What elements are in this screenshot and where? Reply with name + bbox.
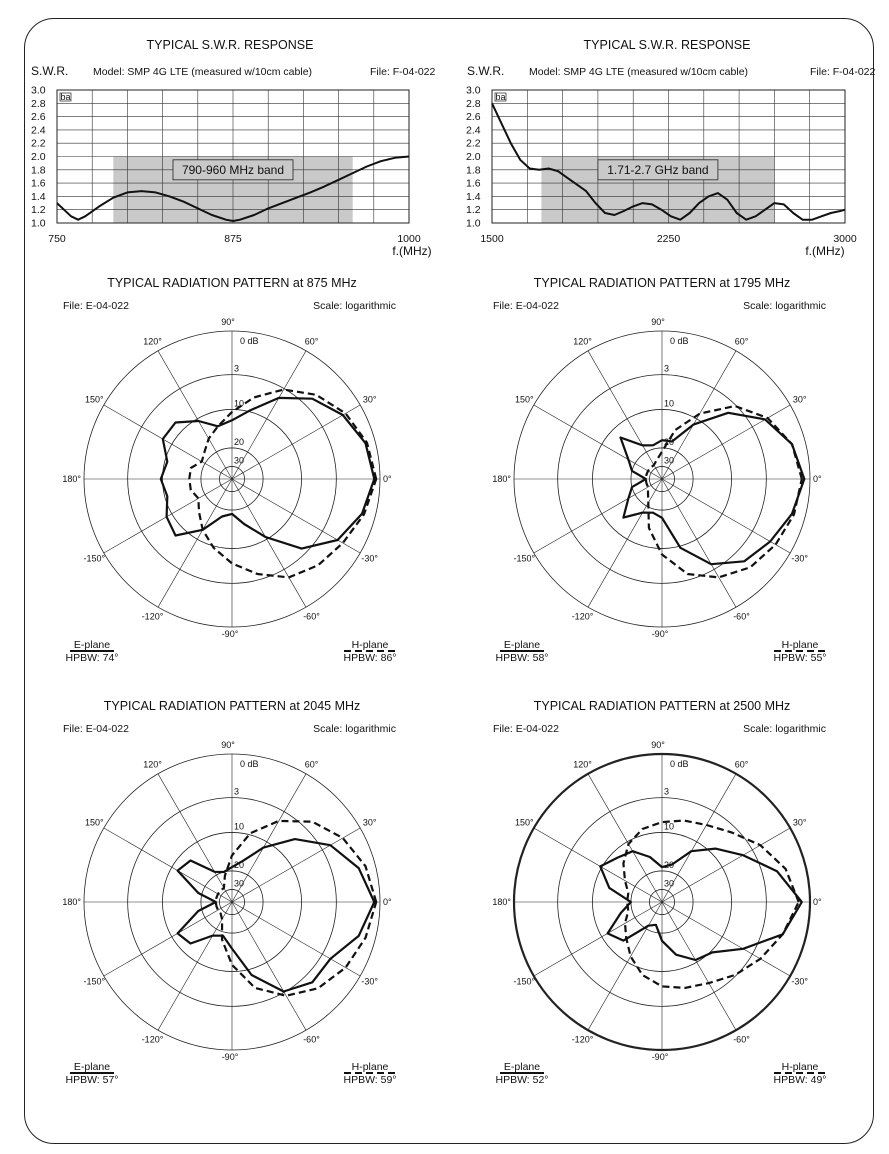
angle-label: 0° <box>813 897 822 907</box>
y-tick-label: 1.4 <box>466 190 481 203</box>
angle-label: 90° <box>221 740 235 750</box>
polar-spoke <box>662 828 790 902</box>
angle-label: 0° <box>383 474 392 484</box>
x-tick-label: 1500 <box>480 233 504 245</box>
ring-label: 0 dB <box>670 759 689 769</box>
angle-label: -90° <box>221 629 239 639</box>
badge-text: ba <box>60 92 71 102</box>
angle-label: 150° <box>514 394 534 405</box>
band-label: 790-960 MHz band <box>181 162 285 177</box>
polar-chart-4 <box>492 699 826 1086</box>
polar-title: TYPICAL RADIATION PATTERN at 2500 MHz <box>533 699 791 713</box>
h-plane-legend: H-plane <box>781 639 819 651</box>
angle-label: 30° <box>792 394 807 405</box>
e-plane-curve <box>178 839 375 991</box>
polar-title: TYPICAL RADIATION PATTERN at 875 MHz <box>107 276 357 290</box>
e-plane-curve <box>161 398 374 549</box>
y-tick-label: 2.2 <box>466 137 481 150</box>
angle-label: -60° <box>733 611 750 622</box>
ring-label: 0 dB <box>240 336 259 346</box>
polar-spoke <box>104 902 232 976</box>
polar-file-label: File: E-04-022 <box>63 723 129 735</box>
y-tick-label: 3.0 <box>31 84 46 97</box>
polar-spoke <box>588 351 662 479</box>
ring-label: 30 <box>234 878 245 889</box>
ring-label: 20 <box>664 436 675 447</box>
h-plane-curve <box>189 390 379 578</box>
angle-label: 60° <box>734 759 749 770</box>
ring-label: 10 <box>664 821 675 832</box>
angle-label: -150° <box>513 553 536 564</box>
angle-label: -120° <box>141 1034 164 1045</box>
polar-title: TYPICAL RADIATION PATTERN at 2045 MHz <box>103 699 361 713</box>
angle-label: -120° <box>141 611 164 622</box>
angle-label: -120° <box>571 1034 594 1045</box>
angle-label: 150° <box>84 817 104 828</box>
angle-label: 120° <box>143 336 162 347</box>
band-label: 1.71-2.7 GHz band <box>607 162 709 177</box>
y-tick-label: 2.2 <box>31 137 46 150</box>
polar-spoke <box>158 902 232 1030</box>
polar-spoke <box>158 479 232 607</box>
h-plane-hpbw: HPBW: 55° <box>773 652 827 664</box>
badge-text: ba <box>495 92 506 102</box>
e-plane-legend: E-plane <box>503 639 541 651</box>
angle-label: 180° <box>62 474 81 484</box>
polar-spoke <box>158 351 232 479</box>
angle-label: 150° <box>84 394 104 405</box>
h-plane-curve <box>216 821 379 996</box>
swr-file-label: File: F-04-022 <box>810 66 876 78</box>
angle-label: 30° <box>792 817 807 828</box>
polar-spoke <box>534 902 662 976</box>
swr-chart-2 <box>466 38 876 258</box>
ring-label: 20 <box>664 859 675 870</box>
angle-label: -30° <box>791 553 809 564</box>
y-tick-label: 1.2 <box>466 204 481 217</box>
e-plane-hpbw: HPBW: 58° <box>495 652 549 664</box>
e-plane-legend: E-plane <box>73 639 111 651</box>
e-plane-hpbw: HPBW: 74° <box>65 652 119 664</box>
polar-spoke <box>232 405 360 479</box>
polar-spoke <box>588 902 662 1030</box>
ring-label: 20 <box>234 859 245 870</box>
polar-file-label: File: E-04-022 <box>493 723 559 735</box>
angle-label: -90° <box>651 629 669 639</box>
polar-file-label: File: E-04-022 <box>63 300 129 312</box>
angle-label: 30° <box>362 394 377 405</box>
angle-label: 120° <box>143 759 162 770</box>
polar-spoke <box>232 479 360 553</box>
ring-label: 10 <box>664 398 675 409</box>
polar-scale-label: Scale: logarithmic <box>313 723 396 735</box>
polar-spoke <box>232 902 306 1030</box>
angle-label: -30° <box>791 976 809 987</box>
e-plane-curve <box>600 849 802 960</box>
polar-scale-label: Scale: logarithmic <box>313 300 396 312</box>
angle-label: -90° <box>651 1052 669 1062</box>
polar-spoke <box>104 479 232 553</box>
angle-label: 60° <box>304 759 319 770</box>
ring-label: 30 <box>234 455 245 466</box>
h-plane-legend: H-plane <box>351 639 389 651</box>
angle-label: -30° <box>361 553 379 564</box>
ring-label: 20 <box>234 436 245 447</box>
y-tick-label: 2.4 <box>466 124 481 137</box>
y-tick-label: 2.0 <box>466 151 481 163</box>
y-tick-label: 1.4 <box>31 190 46 203</box>
angle-label: 120° <box>573 759 592 770</box>
angle-label: 150° <box>514 817 534 828</box>
angle-label: 120° <box>573 336 592 347</box>
angle-label: 90° <box>221 317 235 327</box>
swr-title: TYPICAL S.W.R. RESPONSE <box>583 38 751 52</box>
polar-title: TYPICAL RADIATION PATTERN at 1795 MHz <box>533 276 791 290</box>
ring-label: 3 <box>234 786 240 797</box>
y-tick-label: 1.6 <box>31 177 46 190</box>
x-unit-label: f.(MHz) <box>805 244 845 258</box>
angle-label: -60° <box>303 1034 320 1045</box>
angle-label: 90° <box>651 740 665 750</box>
polar-spoke <box>534 828 662 902</box>
h-plane-legend: H-plane <box>781 1061 819 1073</box>
polar-spoke <box>662 405 790 479</box>
polar-spoke <box>662 902 736 1030</box>
angle-label: -60° <box>733 1034 750 1045</box>
y-tick-label: 2.0 <box>31 151 46 163</box>
swr-chart-1 <box>31 38 436 258</box>
x-tick-label: 3000 <box>833 233 857 245</box>
polar-file-label: File: E-04-022 <box>493 300 559 312</box>
y-tick-label: 1.6 <box>466 177 481 190</box>
e-plane-hpbw: HPBW: 57° <box>65 1074 119 1086</box>
polar-scale-label: Scale: logarithmic <box>743 300 826 312</box>
y-tick-label: 1.2 <box>31 204 46 217</box>
angle-label: 180° <box>492 897 511 907</box>
polar-spoke <box>104 828 232 902</box>
ring-label: 3 <box>664 786 670 797</box>
e-plane-legend: E-plane <box>73 1061 111 1073</box>
ring-label: 30 <box>664 878 675 889</box>
y-tick-label: 2.8 <box>466 97 481 110</box>
angle-label: 30° <box>362 817 377 828</box>
angle-label: -60° <box>303 611 320 622</box>
x-tick-label: 750 <box>48 233 66 245</box>
angle-label: -30° <box>361 976 379 987</box>
y-tick-label: 2.4 <box>31 124 46 137</box>
swr-model-label: Model: SMP 4G LTE (measured w/10cm cable) <box>93 66 313 78</box>
polar-spoke <box>158 774 232 902</box>
polar-spoke <box>588 479 662 607</box>
y-tick-label: 2.8 <box>31 97 46 110</box>
ring-label: 30 <box>664 455 675 466</box>
y-tick-label: 2.6 <box>31 111 46 124</box>
y-tick-label: 1.8 <box>31 164 46 177</box>
y-tick-label: 1.8 <box>466 164 481 177</box>
ring-label: 0 dB <box>670 336 689 346</box>
x-tick-label: 2250 <box>656 233 681 245</box>
ring-label: 0 dB <box>240 759 259 769</box>
y-tick-label: 1.0 <box>466 217 481 230</box>
swr-model-label: Model: SMP 4G LTE (measured w/10cm cable) <box>529 66 749 78</box>
x-tick-label: 875 <box>224 233 242 245</box>
swr-axis-label: S.W.R. <box>31 64 69 78</box>
ring-label: 3 <box>664 363 670 374</box>
polar-spoke <box>232 479 306 607</box>
angle-label: 0° <box>383 897 392 907</box>
y-tick-label: 3.0 <box>466 84 481 97</box>
angle-label: -150° <box>513 976 536 987</box>
angle-label: -120° <box>571 611 594 622</box>
swr-title: TYPICAL S.W.R. RESPONSE <box>146 38 314 52</box>
angle-label: -90° <box>221 1052 239 1062</box>
x-unit-label: f.(MHz) <box>392 244 432 258</box>
swr-file-label: File: F-04-022 <box>370 66 436 78</box>
e-plane-legend: E-plane <box>503 1061 541 1073</box>
angle-label: 60° <box>304 336 319 347</box>
angle-label: 180° <box>62 897 81 907</box>
angle-label: 0° <box>813 474 822 484</box>
polar-scale-label: Scale: logarithmic <box>743 723 826 735</box>
polar-chart-3 <box>62 699 396 1086</box>
h-plane-hpbw: HPBW: 59° <box>343 1074 397 1086</box>
angle-label: -150° <box>83 553 106 564</box>
polar-spoke <box>662 479 736 607</box>
polar-spoke <box>534 479 662 553</box>
angle-label: 60° <box>734 336 749 347</box>
h-plane-hpbw: HPBW: 49° <box>773 1074 827 1086</box>
polar-spoke <box>534 405 662 479</box>
polar-spoke <box>232 902 360 976</box>
e-plane-hpbw: HPBW: 52° <box>495 1074 549 1086</box>
angle-label: 90° <box>651 317 665 327</box>
ring-label: 10 <box>234 821 245 832</box>
polar-chart-1 <box>62 276 396 664</box>
y-tick-label: 1.0 <box>31 217 46 230</box>
angle-label: -150° <box>83 976 106 987</box>
y-tick-label: 2.6 <box>466 111 481 124</box>
h-plane-legend: H-plane <box>351 1061 389 1073</box>
h-plane-hpbw: HPBW: 86° <box>343 652 397 664</box>
angle-label: 180° <box>492 474 511 484</box>
x-tick-label: 1000 <box>397 233 421 245</box>
ring-label: 3 <box>234 363 240 374</box>
swr-axis-label: S.W.R. <box>467 64 505 78</box>
ring-label: 10 <box>234 398 245 409</box>
polar-chart-2 <box>492 276 826 664</box>
polar-spoke <box>104 405 232 479</box>
